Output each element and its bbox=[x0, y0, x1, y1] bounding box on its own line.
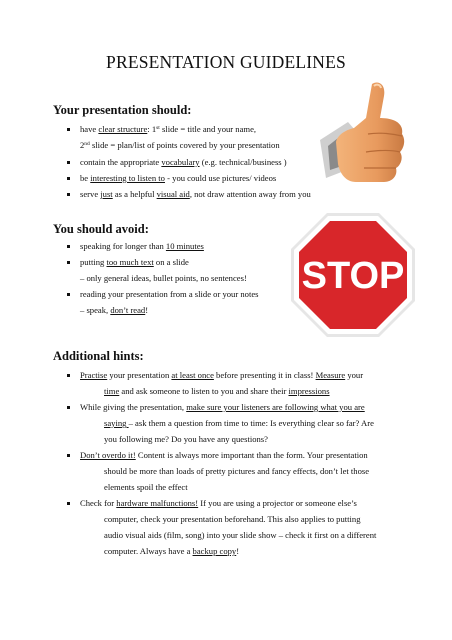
list-item: reading your presentation from a slide or your notes bbox=[80, 289, 259, 299]
bullet-icon bbox=[67, 193, 70, 196]
list-item-continuation: – only general ideas, bullet points, no sentences! bbox=[80, 273, 247, 283]
list-item: While giving the presentation, make sure your listeners are following what you are bbox=[80, 402, 365, 412]
bullet-icon bbox=[67, 128, 70, 131]
thumbs-up-icon bbox=[318, 78, 410, 198]
list-item: contain the appropriate vocabulary (e.g. technical/business ) bbox=[80, 157, 287, 167]
list-item: putting too much text on a slide bbox=[80, 257, 189, 267]
list-item: Don’t overdo it! Content is always more important than the form. Your presentation bbox=[80, 450, 368, 460]
stop-sign-icon bbox=[290, 212, 416, 338]
list-item: serve just as a helpful visual aid, not draw attention away from you bbox=[80, 189, 311, 199]
section-heading-hints: Additional hints: bbox=[53, 349, 144, 363]
stop-sign-text: STOP bbox=[301, 255, 405, 297]
bullet-icon bbox=[67, 374, 70, 377]
list-item: speaking for longer than 10 minutes bbox=[80, 241, 204, 251]
bullet-icon bbox=[67, 161, 70, 164]
list-item-continuation: should be more than loads of pretty pictures and fancy effects, don’t let those bbox=[104, 466, 370, 476]
list-item-continuation: computer. Always have a backup copy! bbox=[104, 546, 240, 556]
section-heading-avoid: You should avoid: bbox=[53, 222, 149, 236]
list-item: Check for hardware malfunctions! If you are using a projector or someone else’s bbox=[80, 498, 357, 508]
list-item-continuation: 2nd slide = plan/list of points covered by your presentation bbox=[80, 140, 280, 150]
page-title: PRESENTATION GUIDELINES bbox=[106, 52, 346, 72]
bullet-icon bbox=[67, 245, 70, 248]
list-item: be interesting to listen to - you could use pictures/ videos bbox=[80, 173, 277, 183]
bullet-icon bbox=[67, 406, 70, 409]
list-item-continuation: you following me? Do you have any questions? bbox=[104, 434, 268, 444]
list-item-continuation: saying – ask them a question from time to time: Is everything clear so far? Are bbox=[104, 418, 374, 428]
section-heading-should: Your presentation should: bbox=[53, 103, 192, 117]
list-item-continuation: time and ask someone to listen to you and share their impressions bbox=[104, 386, 330, 396]
bullet-icon bbox=[67, 261, 70, 264]
bullet-icon bbox=[67, 293, 70, 296]
bullet-icon bbox=[67, 502, 70, 505]
list-item: have clear structure: 1st slide = title and your name, bbox=[80, 124, 257, 134]
bullet-icon bbox=[67, 177, 70, 180]
list-item: Practise your presentation at least once before presenting it in class! Measure your bbox=[80, 370, 364, 380]
list-item-continuation: computer, check your presentation beforehand. This also applies to putting bbox=[104, 514, 361, 524]
list-item-continuation: audio visual aids (film, song) into your slide show – check it first on a different bbox=[104, 530, 377, 540]
list-item-continuation: – speak, don’t read! bbox=[80, 305, 149, 315]
list-item-continuation: elements spoil the effect bbox=[104, 482, 188, 492]
bullet-icon bbox=[67, 454, 70, 457]
